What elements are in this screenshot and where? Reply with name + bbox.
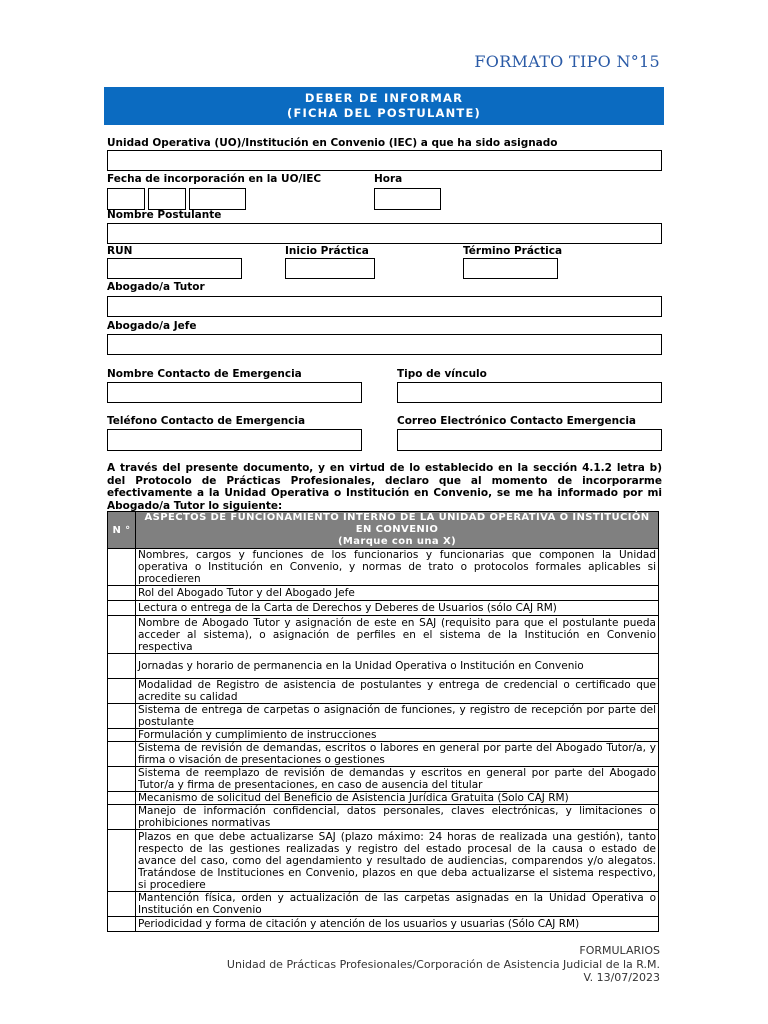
aspect-text: Modalidad de Registro de asistencia de postulantes y entrega de credencial o certificado que acredite su calidad xyxy=(136,679,659,704)
aspects-header-title: ASPECTOS DE FUNCIONAMIENTO INTERNO DE LA UNIDAD OPERATIVA O INSTITUCIÓN EN CONVENIO xyxy=(144,512,650,535)
table-row xyxy=(108,767,659,792)
footer xyxy=(227,944,660,985)
aspect-text: Sistema de entrega de carpetas o asignación de funciones, y registro de recepción por parte del postulante xyxy=(136,704,659,729)
declaration-paragraph: A través del presente documento, y en virtud de lo establecido en la sección 4.1.2 letra b) del Protocolo de Prácticas Profesionales, declaro que al momento de incorporarme efectivamente a la Unidad Operativa o Institución en Convenio, se me ha informado por mi Abogado/a Tutor lo siguiente: xyxy=(107,462,662,512)
aspect-text: Lectura o entrega de la Carta de Derechos y Deberes de Usuarios (sólo CAJ RM) xyxy=(136,601,659,616)
inicio-field[interactable] xyxy=(285,258,375,279)
mark-cell[interactable] xyxy=(108,767,136,792)
unidad-field[interactable] xyxy=(107,150,662,171)
table-row xyxy=(108,792,659,805)
run-field[interactable] xyxy=(107,258,242,279)
form-title: DEBER DE INFORMAR xyxy=(304,91,464,105)
column-header-number: N ° xyxy=(108,512,136,549)
mark-cell[interactable] xyxy=(108,601,136,616)
termino-field[interactable] xyxy=(463,258,558,279)
aspects-header-instruction: (Marque con una X) xyxy=(337,536,457,547)
table-row xyxy=(108,729,659,742)
jefe-field[interactable] xyxy=(107,334,662,355)
table-row xyxy=(108,892,659,917)
mark-cell[interactable] xyxy=(108,586,136,601)
hora-field[interactable] xyxy=(374,188,441,210)
telefono-label: Teléfono Contacto de Emergencia xyxy=(107,415,306,427)
table-row xyxy=(108,742,659,767)
hora-label: Hora xyxy=(374,173,403,185)
table-row xyxy=(108,830,659,892)
aspect-text: Rol del Abogado Tutor y del Abogado Jefe xyxy=(136,586,659,601)
run-label: RUN xyxy=(107,245,133,257)
table-row xyxy=(108,917,659,932)
tutor-label: Abogado/a Tutor xyxy=(107,281,205,293)
contacto-label: Nombre Contacto de Emergencia xyxy=(107,368,302,380)
mark-cell[interactable] xyxy=(108,805,136,830)
table-row xyxy=(108,654,659,679)
correo-field[interactable] xyxy=(397,429,662,451)
correo-label: Correo Electrónico Contacto Emergencia xyxy=(397,415,637,427)
aspects-table xyxy=(107,511,659,932)
mark-cell[interactable] xyxy=(108,654,136,679)
column-header-aspects xyxy=(136,512,659,549)
vinculo-field[interactable] xyxy=(397,382,662,403)
aspect-text: Periodicidad y forma de citación y atención de los usuarios y usuarias (Sólo CAJ RM) xyxy=(136,917,659,932)
table-row xyxy=(108,679,659,704)
contacto-field[interactable] xyxy=(107,382,362,403)
table-row xyxy=(108,601,659,616)
aspect-text: Plazos en que debe actualizarse SAJ (plazo máximo: 24 horas de realizada una gestión), tanto respecto de las gestiones realizadas y registro del estado procesal de la causa o estado de avance del caso, como del agendamiento y resultado de audiencias, comparendos y/o alegatos. Tratándose de Instituciones en Convenio, plazos en que deba actualizarse el sistema respectivo, si procediere xyxy=(136,830,659,892)
form-subtitle: (FICHA DEL POSTULANTE) xyxy=(287,106,481,120)
aspect-text: Jornadas y horario de permanencia en la Unidad Operativa o Institución en Convenio xyxy=(136,654,659,679)
mark-cell[interactable] xyxy=(108,704,136,729)
aspect-text: Sistema de reemplazo de revisión de demandas y escritos en general por parte del Abogado Tutor/a y firma de presentaciones, en caso de ausencia del titular xyxy=(136,767,659,792)
aspect-text: Manejo de información confidencial, datos personales, claves electrónicas, y limitaciones o prohibiciones normativas xyxy=(136,805,659,830)
mark-cell[interactable] xyxy=(108,742,136,767)
nombre-field[interactable] xyxy=(107,223,662,244)
mark-cell[interactable] xyxy=(108,830,136,892)
form-title-banner xyxy=(104,87,664,125)
table-row xyxy=(108,586,659,601)
table-row xyxy=(108,704,659,729)
mark-cell[interactable] xyxy=(108,679,136,704)
nombre-label: Nombre Postulante xyxy=(107,209,222,221)
inicio-label: Inicio Práctica xyxy=(285,245,369,257)
aspect-text: Nombre de Abogado Tutor y asignación de este en SAJ (requisito para que el postulante pueda acceder al sistema), o asignación de perfiles en el sistema de la Institución en Convenio respectiva xyxy=(136,616,659,654)
table-row xyxy=(108,549,659,586)
fecha-label: Fecha de incorporación en la UO/IEC xyxy=(107,173,322,185)
fecha-day-field[interactable] xyxy=(107,188,145,210)
table-row xyxy=(108,805,659,830)
format-number: FORMATO TIPO N°15 xyxy=(474,52,660,71)
mark-cell[interactable] xyxy=(108,616,136,654)
fecha-month-field[interactable] xyxy=(148,188,186,210)
tutor-field[interactable] xyxy=(107,296,662,317)
termino-label: Término Práctica xyxy=(463,245,563,257)
mark-cell[interactable] xyxy=(108,549,136,586)
aspect-text: Nombres, cargos y funciones de los funcionarios y funcionarias que componen la Unidad operativa o Institución en Convenio, y normas de trato o protocolos formales aplicables si procedieren xyxy=(136,549,659,586)
jefe-label: Abogado/a Jefe xyxy=(107,320,197,332)
footer-unit: Unidad de Prácticas Profesionales/Corporación de Asistencia Judicial de la R.M. xyxy=(226,957,660,971)
mark-cell[interactable] xyxy=(108,792,136,805)
aspect-text: Sistema de revisión de demandas, escritos o labores en general por parte del Abogado Tutor/a, y firma o visación de presentaciones o gestiones xyxy=(136,742,659,767)
fecha-year-field[interactable] xyxy=(189,188,246,210)
telefono-field[interactable] xyxy=(107,429,362,451)
mark-cell[interactable] xyxy=(108,892,136,917)
unidad-label: Unidad Operativa (UO)/Institución en Convenio (IEC) a que ha sido asignado xyxy=(107,137,558,149)
mark-cell[interactable] xyxy=(108,729,136,742)
aspect-text: Mecanismo de solicitud del Beneficio de Asistencia Jurídica Gratuita (Solo CAJ RM) xyxy=(136,792,659,805)
aspect-text: Formulación y cumplimiento de instrucciones xyxy=(136,729,659,742)
mark-cell[interactable] xyxy=(108,917,136,932)
footer-category: FORMULARIOS xyxy=(579,944,660,957)
vinculo-label: Tipo de vínculo xyxy=(397,368,487,380)
table-row xyxy=(108,616,659,654)
footer-version: V. 13/07/2023 xyxy=(583,971,660,984)
aspect-text: Mantención física, orden y actualización de las carpetas asignadas en la Unidad Operativa o Institución en Convenio xyxy=(136,892,659,917)
